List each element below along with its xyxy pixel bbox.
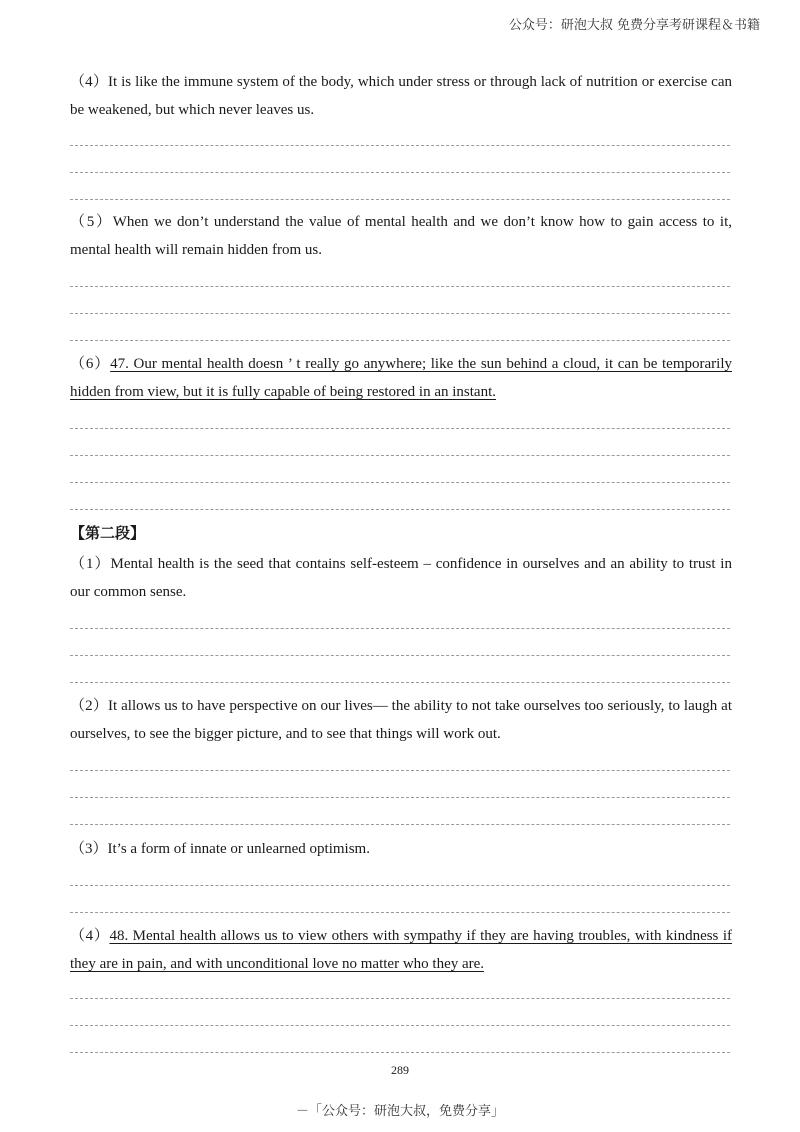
item-number: （2） xyxy=(70,698,109,714)
answer-line xyxy=(70,770,730,771)
paragraph-1-5 xyxy=(70,208,732,264)
answer-line xyxy=(70,313,730,314)
item-number: （4） xyxy=(70,928,110,944)
paragraph-2-4 xyxy=(70,922,732,978)
paragraph-1-6 xyxy=(70,350,732,406)
answer-line xyxy=(70,286,730,287)
answer-line xyxy=(70,340,730,341)
item-number: （6） xyxy=(70,356,111,372)
item-text: It is like the immune system of the body, which under stress or through lack of nutrition or exercise can be weakened, but which never leaves us. xyxy=(70,74,732,118)
answer-line xyxy=(70,655,730,656)
answer-line xyxy=(70,145,730,146)
paragraph-2-2 xyxy=(70,692,732,748)
item-number: （1） xyxy=(70,556,111,572)
item-text-underlined: 47. Our mental health doesn ’ t really go anywhere; like the sun behind a cloud, it can be temporarily hidden from view, but it is fully capable of being restored in an instant. xyxy=(70,356,732,400)
answer-line xyxy=(70,628,730,629)
answer-line xyxy=(70,172,730,173)
answer-line xyxy=(70,797,730,798)
item-number: （5） xyxy=(70,214,113,230)
item-text-underlined: 48. Mental health allows us to view others with sympathy if they are having troubles, with kindness if they are in pain, and with unconditional love no matter who they are. xyxy=(70,928,732,972)
header-watermark: 公众号：研泡大叔 免费分享考研课程＆书籍 xyxy=(508,18,760,33)
answer-line xyxy=(70,482,730,483)
item-text: When we don’t understand the value of mental health and we don’t know how to gain access to it, mental health will remain hidden from us. xyxy=(70,214,732,258)
answer-line xyxy=(70,455,730,456)
item-text: Mental health is the seed that contains self-esteem – confidence in ourselves and an ability to trust in our common sense. xyxy=(70,556,732,600)
answer-line xyxy=(70,1025,730,1026)
item-text: It allows us to have perspective on our lives— the ability to not take ourselves too seriously, to laugh at ourselves, to see the bigger picture, and to see that things will work out. xyxy=(70,698,732,742)
answer-line xyxy=(70,1052,730,1053)
paragraph-2-3 xyxy=(70,835,732,863)
paragraph-1-4 xyxy=(70,68,732,124)
footer-watermark: －「公众号：研泡大叔，免费分享」 xyxy=(295,1104,504,1119)
answer-line xyxy=(70,885,730,886)
page-number: 289 xyxy=(391,1063,409,1077)
answer-line xyxy=(70,824,730,825)
item-text: It’s a form of innate or unlearned optimism. xyxy=(107,841,370,857)
item-number: （3） xyxy=(70,841,108,857)
item-number: （4） xyxy=(70,74,109,90)
answer-line xyxy=(70,509,730,510)
answer-line xyxy=(70,998,730,999)
answer-line xyxy=(70,428,730,429)
answer-line xyxy=(70,199,730,200)
answer-line xyxy=(70,682,730,683)
paragraph-2-1 xyxy=(70,550,732,606)
section-title: 【第二段】 xyxy=(70,524,146,542)
answer-line xyxy=(70,912,730,913)
